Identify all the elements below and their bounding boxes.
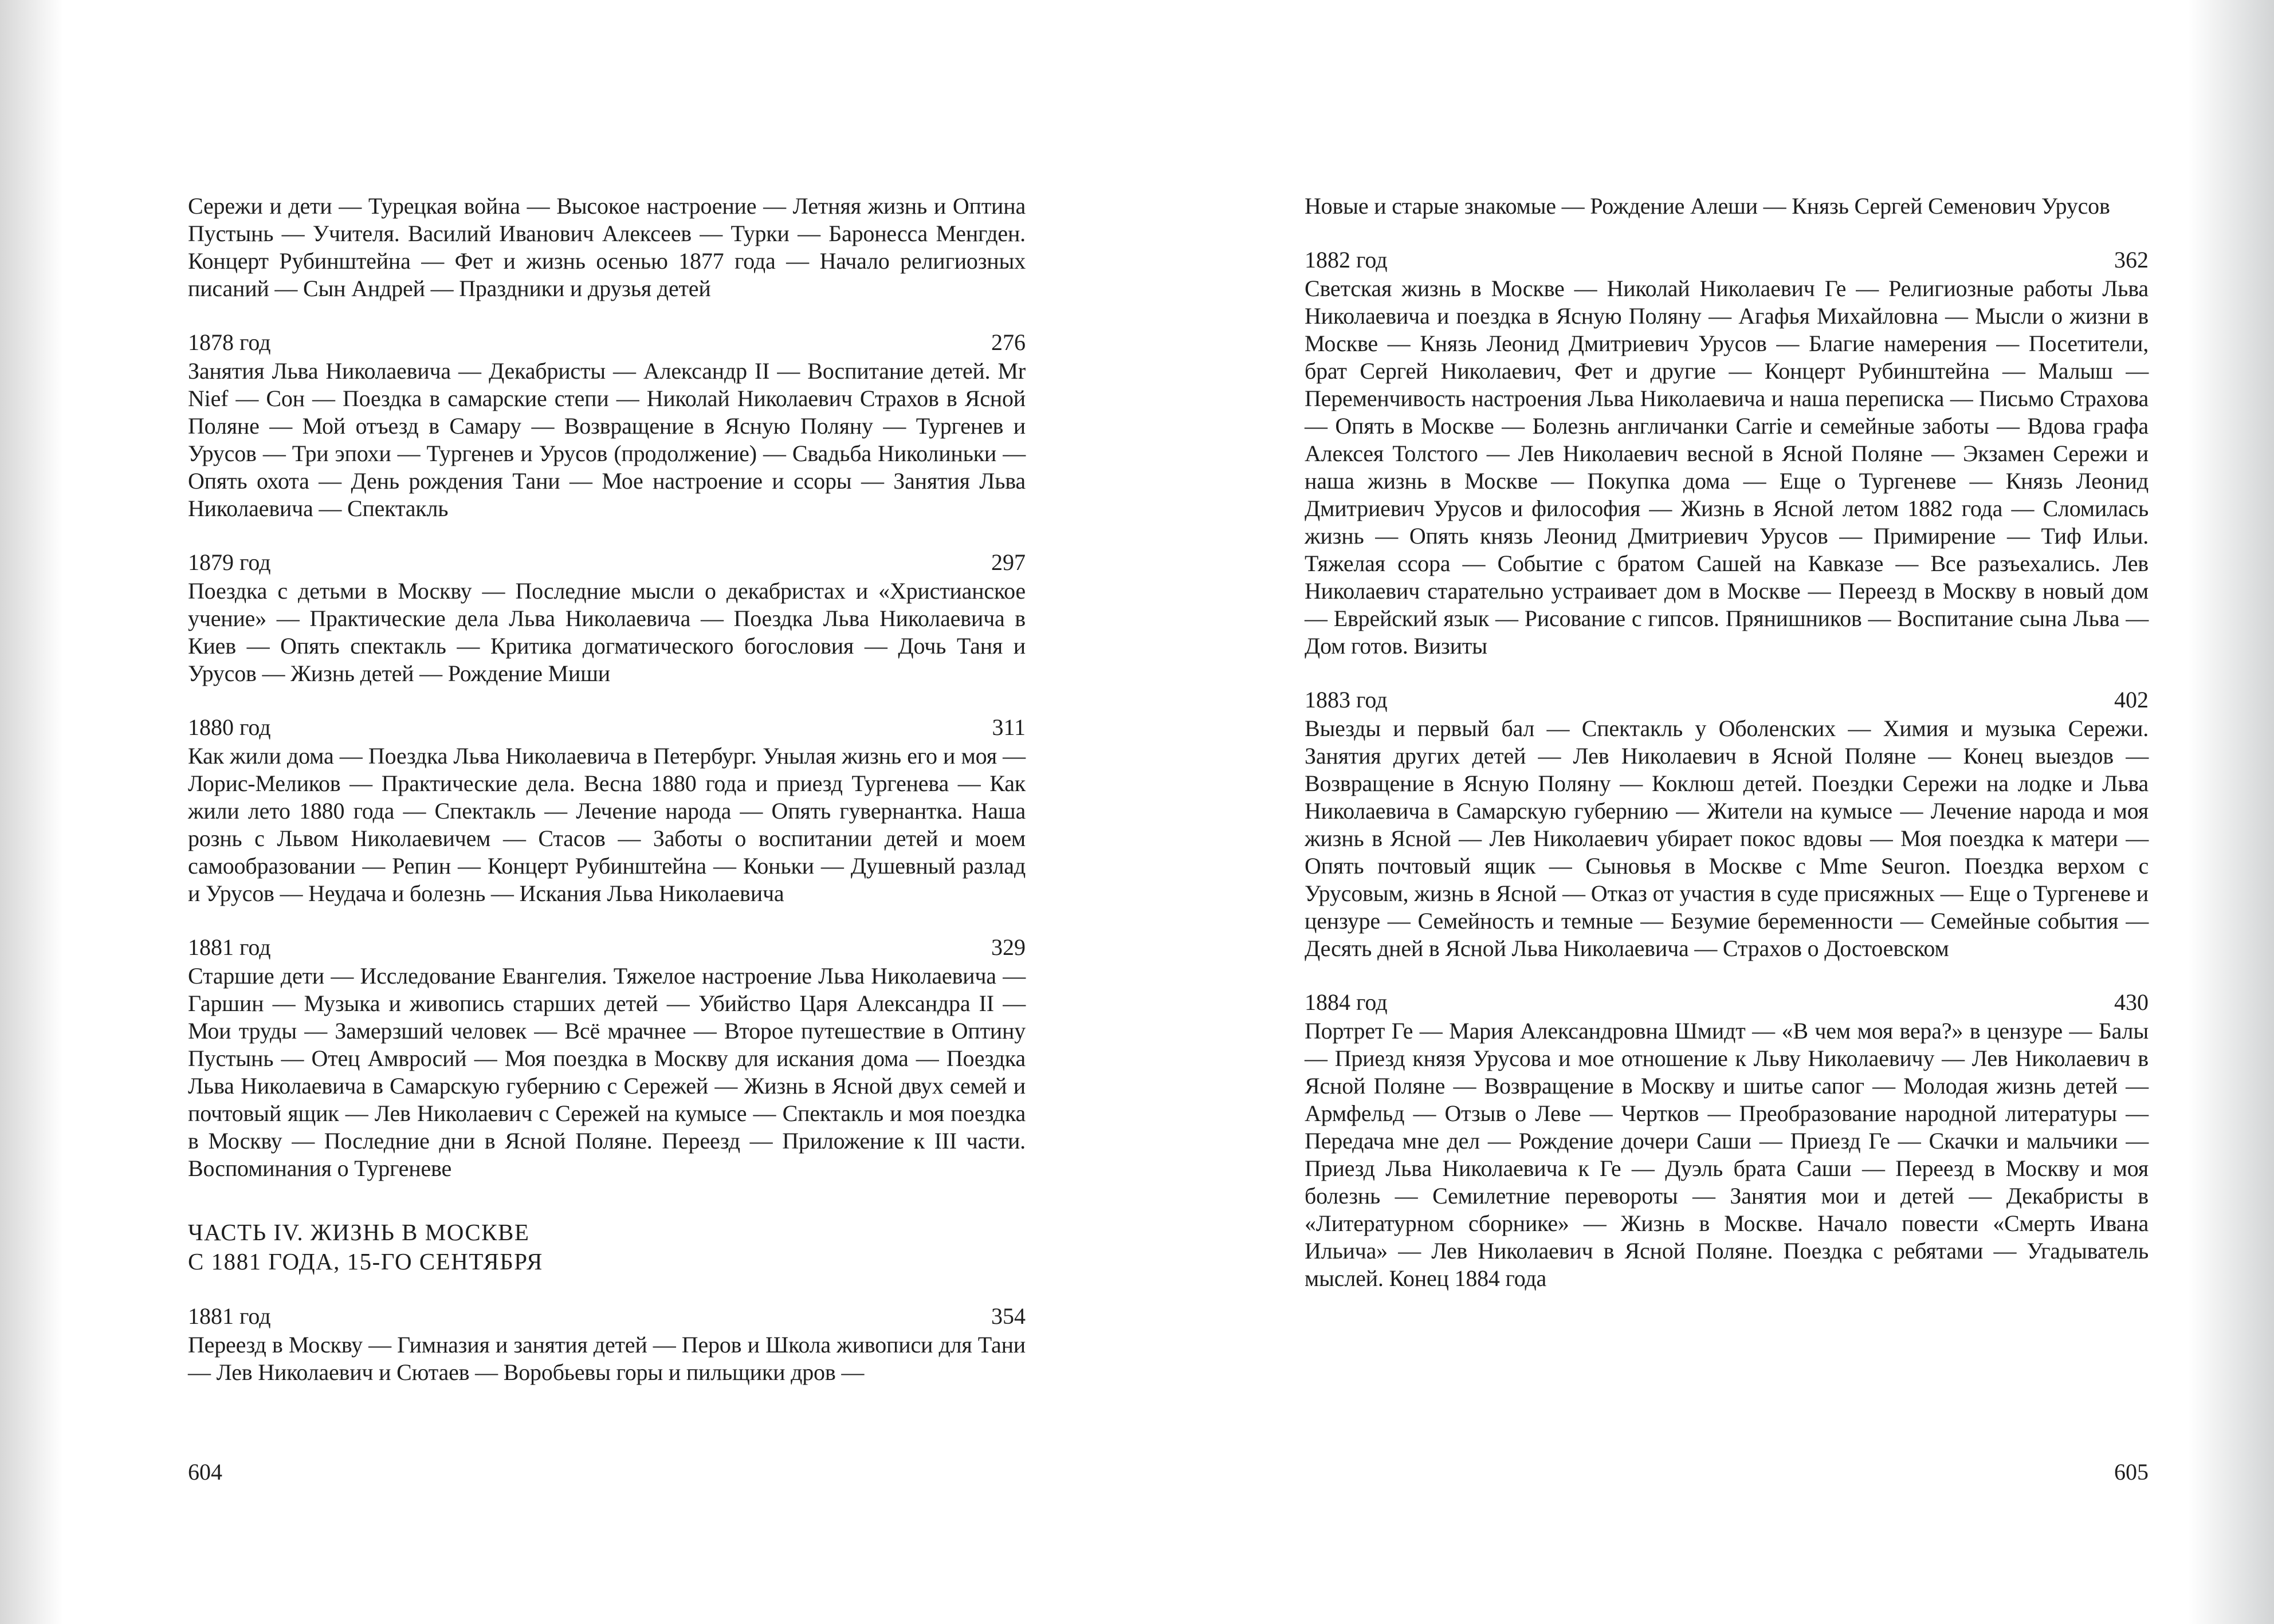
toc-year-row-1881 (188, 934, 1026, 961)
toc-entry-1884: Портрет Ге — Мария Александровна Шмидт — «В чем моя вера?» в цензуре — Балы — Приезд князя Урусова и мое отношение к Льву Николаевичу — Лев Николаевич в Ясной Поляне — Возвращение в Москву и шитье сапог — Молодая жизнь детей — Армфельд — Отзыв о Леве — Чертков — Преобразование народной литературы — Передача мне дел — Рождение дочери Саши — Приезд Ге — Скачки и мальчики — Приезд Льва Николаевича к Ге — Дуэль брата Саши — Переезд в Москву и моя болезнь — Семилетние перевороты — Занятия мои и детей — Декабристы в «Литературном сборнике» — Жизнь в Москве. Начало повести «Смерть Ивана Ильича» — Лев Николаевич в Ясной Поляне. Поездка с ребятами — Угадыватель мыслей. Конец 1884 года (1305, 1018, 2149, 1291)
toc-page-number: 311 (992, 714, 1026, 740)
toc-entry-1879: Поездка с детьми в Москву — Последние мысли о декабристах и «Христианское учение» — Практические дела Льва Николаевича — Поездка Льва Николаевича в Киев — Опять спектакль — Критика догматического богословия — Дочь Таня и Урусов — Жизнь детей — Рождение Миши (188, 578, 1026, 686)
toc-year-row-1880 (188, 714, 1026, 741)
part-heading-line2: С 1881 ГОДА, 15-ГО СЕНТЯБРЯ (188, 1248, 543, 1275)
toc-entry-continuation: Новые и старые знакомые — Рождение Алеши — Князь Сергей Семенович Урусов (1305, 193, 2110, 219)
toc-entry-1882: Светская жизнь в Москве — Николай Николаевич Ге — Религиозные работы Льва Николаевича и поездка в Ясную Поляну — Агафья Михайловна — Мысли о жизни в Москве — Князь Леонид Дмитриевич Урусов — Благие намерения — Посетители, брат Сергей Николаевич, Фет и другие — Концерт Рубинштейна — Малыш — Переменчивость настроения Льва Николаевича и наша переписка — Письмо Страхова — Опять в Москве — Болезнь англичанки Carrie и семейные заботы — Вдова графа Алексея Толстого — Лев Николаевич весной в Ясной Поляне — Экзамен Сережи и наша жизнь в Москве — Покупка дома — Еще о Тургеневе — Князь Леонид Дмитриевич Урусов и философия — Жизнь в Ясной летом 1882 года — Сломилась жизнь — Опять князь Леонид Дмитриевич Урусов — Примирение — Тиф Ильи. Тяжелая ссора — Событие с братом Сашей на Кавказе — Все разъехались. Лев Николаевич старательно устраивает дом в Москве — Переезд в Москву в новый дом — Еврейский язык — Рисование с гипсов. Прянишников — Воспитание сына Льва — Дом готов. Визиты (1305, 276, 2149, 659)
part-heading (188, 1218, 1026, 1276)
toc-year-label: 1881 год (188, 934, 271, 960)
toc-page-number: 402 (2114, 687, 2149, 713)
toc-entry-1883: Выезды и первый бал — Спектакль у Оболенских — Химия и музыка Сережи. Занятия других детей — Лев Николаевич в Ясной Поляне — Конец выездов — Возвращение в Ясную Поляну — Коклюш детей. Поездки Сережи на лодке и Льва Николаевича в Самарскую губернию — Жители на кумысе — Лечение народа и моя жизнь в Ясной — Лев Николаевич убирает покос вдовы — Моя поездка к матери — Опять почтовый ящик — Сыновья в Москве с Mme Seuron. Поездка верхом с Урусовым, жизнь в Ясной — Отказ от участия в суде присяжных — Еще о Тургеневе и цензуре — Семейность и темные — Безумие беременности — Семейные события — Десять дней в Ясной Льва Николаевича — Страхов о Достоевском (1305, 715, 2149, 961)
right-page-text-column (1305, 192, 2149, 1292)
toc-page-number: 362 (2114, 247, 2149, 273)
toc-entry-1881: Старшие дети — Исследование Евангелия. Тяжелое настроение Льва Николаевича — Гаршин — Музыка и живопись старших детей — Убийство Царя Александра II — Мои труды — Замерзший человек — Всё мрачнее — Второе путешествие в Оптину Пустынь — Отец Амвросий — Моя поездка в Москву для искания дома — Поездка Льва Николаевича в Самарскую губернию с Сережей — Жизнь в Ясной двух семей и почтовый ящик — Лев Николаевич с Сережей на кумысе — Спектакль и моя поездка в Москву — Последние дни в Ясной Поляне. Переезд — Приложение к III части. Воспоминания о Тургеневе (188, 963, 1026, 1181)
toc-year-label: 1882 год (1305, 247, 1388, 273)
left-page-edge-shading (0, 0, 63, 1624)
toc-year-row-1878 (188, 329, 1026, 356)
toc-page-number: 430 (2114, 989, 2149, 1015)
toc-entry-continuation: Сережи и дети — Турецкая война — Высокое настроение — Летняя жизнь и Оптина Пустынь — Учителя. Василий Иванович Алексеев — Турки — Баронесса Менгден. Концерт Рубинштейна — Фет и жизнь осенью 1877 года — Начало религиозных писаний — Сын Андрей — Праздники и друзья детей (188, 193, 1026, 301)
toc-year-label: 1884 год (1305, 989, 1388, 1015)
toc-page-number: 354 (991, 1303, 1026, 1329)
toc-year-row-1881-part4 (188, 1303, 1026, 1330)
toc-entry-1878: Занятия Льва Николаевича — Декабристы — Александр II — Воспитание детей. Mr Nief — Сон — Поездка в самарские степи — Николай Николаевич Страхов в Ясной Поляне — Мой отъезд в Самару — Возвращение в Ясную Поляну — Тургенев и Урусов — Три эпохи — Тургенев и Урусов (продолжение) — Свадьба Николиньки — Опять охота — День рождения Тани — Мое настроение и ссоры — Занятия Льва Николаевича — Спектакль (188, 358, 1026, 521)
toc-entry-1880: Как жили дома — Поездка Льва Николаевича в Петербург. Унылая жизнь его и моя — Лорис-Меликов — Практические дела. Весна 1880 года и приезд Тургенева — Как жили лето 1880 года — Спектакль — Лечение народа — Опять гувернантка. Наша рознь с Львом Николаевичем — Стасов — Заботы о воспитании детей и моем самообразовании — Репин — Концерт Рубинштейна — Коньки — Душевный разлад и Урусов — Неудача и болезнь — Искания Льва Николаевича (188, 743, 1026, 906)
toc-entry-1881-part4: Переезд в Москву — Гимназия и занятия детей — Перов и Школа живописи для Тани — Лев Николаевич и Сютаев — Воробьевы горы и пильщики дров — (188, 1332, 1026, 1385)
right-page-edge-shading (2188, 0, 2274, 1624)
toc-page-number: 329 (991, 934, 1026, 960)
left-page-folio: 604 (188, 1459, 222, 1485)
part-heading-line1: ЧАСТЬ IV. ЖИЗНЬ В МОСКВЕ (188, 1219, 530, 1245)
toc-year-row-1882 (1305, 246, 2149, 274)
toc-year-row-1879 (188, 549, 1026, 576)
toc-page-number: 297 (991, 549, 1026, 575)
toc-year-label: 1883 год (1305, 687, 1388, 713)
toc-page-number: 276 (991, 329, 1026, 355)
toc-year-label: 1878 год (188, 329, 271, 355)
toc-year-row-1884 (1305, 989, 2149, 1016)
left-page-text-column (188, 192, 1026, 1386)
toc-year-row-1883 (1305, 686, 2149, 714)
toc-year-label: 1880 год (188, 714, 271, 740)
right-page-folio: 605 (2114, 1459, 2149, 1485)
toc-year-label: 1881 год (188, 1303, 271, 1329)
toc-year-label: 1879 год (188, 549, 271, 575)
